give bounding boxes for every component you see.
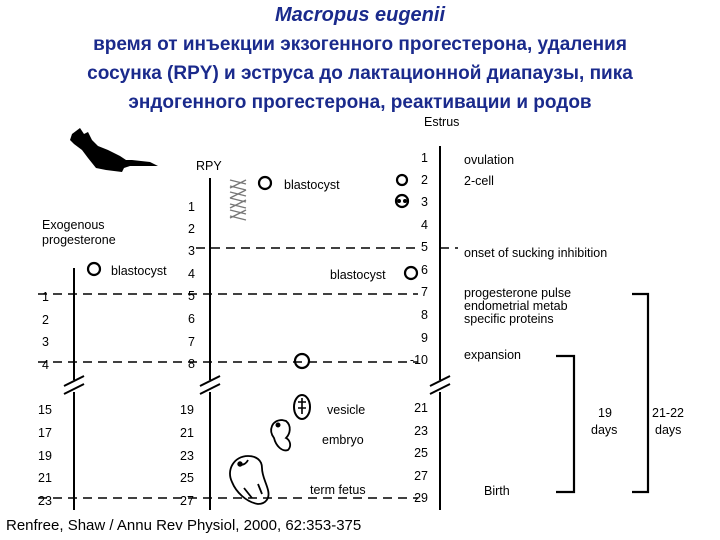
estrus-day: 8 (421, 308, 428, 322)
pulse-label-line-3: specific proteins (464, 312, 554, 326)
estrus-day: 6 (421, 263, 428, 277)
exo-day: 4 (42, 358, 49, 372)
species-title: Macropus eugenii (274, 4, 446, 26)
subtitle-line-2: сосунка (RPY) и эструса до лактационной диапаузы, пика (87, 63, 633, 84)
term-fetus-label: term fetus (310, 483, 366, 497)
blastocyst-icon (88, 263, 100, 275)
estrus-day: 5 (421, 240, 428, 254)
rpy-day: 5 (188, 289, 195, 303)
estrus-day: 7 (421, 285, 428, 299)
estrus-day: 4 (421, 218, 428, 232)
exo-day: 21 (38, 471, 52, 485)
estrus-day: 23 (414, 424, 428, 438)
two-cell-label: 2-cell (464, 174, 494, 188)
duration-19-value: 19 (598, 406, 612, 420)
vesicle-label: vesicle (327, 403, 366, 417)
exo-day: 1 (42, 290, 49, 304)
rpy-day: 23 (180, 449, 194, 463)
estrus-label: Estrus (424, 115, 460, 129)
rpy-day: 2 (188, 222, 195, 236)
estrus-day: 27 (414, 469, 428, 483)
exo-day: 17 (38, 426, 52, 440)
estrus-day: 1 (421, 151, 428, 165)
rpy-day: 19 (180, 403, 194, 417)
rpy-day: 25 (180, 471, 194, 485)
duration-21-22-value: 21-22 (652, 406, 684, 420)
pulse-label-line-1: progesterone pulse (464, 286, 572, 300)
exo-day: 15 (38, 403, 52, 417)
rpy-label: RPY (196, 159, 222, 173)
rpy-day: 1 (188, 200, 195, 214)
rpy-hatch (230, 180, 246, 220)
rpy-day: 8 (188, 357, 195, 371)
birth-label: Birth (484, 484, 510, 498)
embryo-label: embryo (322, 433, 364, 447)
bracket-21-22-days (632, 294, 648, 492)
bracket-19-days (556, 356, 574, 492)
estrus-day: 9 (421, 331, 428, 345)
rpy-day: 21 (180, 426, 194, 440)
blastocyst-icon (259, 177, 271, 189)
exo-day: 3 (42, 335, 49, 349)
estrus-day: 2 (421, 173, 428, 187)
axes (74, 146, 440, 510)
rpy-day: 6 (188, 312, 195, 326)
subtitle-line-3: эндогенного прогестерона, реактивации и родов (128, 92, 592, 113)
rpy-day: 4 (188, 267, 195, 281)
ovulation-label: ovulation (464, 153, 515, 167)
estrus-day: 29 (414, 491, 428, 505)
subtitle-line-1: время от инъекции экзогенного прогестерона, удаления (93, 34, 627, 55)
citation: Renfree, Shaw / Annu Rev Physiol, 2000, 62:353-375 (6, 517, 362, 534)
blastocyst-label: blastocyst (111, 264, 167, 278)
expansion-label: expansion (464, 348, 521, 362)
exo-day: 19 (38, 449, 52, 463)
exo-day: 2 (42, 313, 49, 327)
estrus-day: 21 (414, 401, 428, 415)
rpy-day: 27 (180, 494, 194, 508)
vesicle-icon (294, 395, 310, 419)
estrus-day: 3 (421, 195, 428, 209)
rpy-day: 7 (188, 335, 195, 349)
exogenous-label-line-1: Exogenous (42, 218, 105, 232)
axis-breaks (64, 376, 450, 394)
fetus-icon (230, 456, 269, 504)
rpy-day: 3 (188, 244, 195, 258)
duration-21-22-unit: days (655, 423, 682, 437)
estrus-day: 25 (414, 446, 428, 460)
pulse-label-line-2: endometrial metab (464, 299, 568, 313)
estrus-day: -10 (409, 353, 428, 367)
duration-brackets (556, 294, 648, 492)
sucking-inhibition-label: onset of sucking inhibition (464, 246, 608, 260)
blastocyst-label: blastocyst (330, 268, 386, 282)
embryo-icon (271, 420, 290, 450)
blastocyst-icon (295, 354, 309, 368)
duration-19-unit: days (591, 423, 618, 437)
blastocyst-label: blastocyst (284, 178, 340, 192)
wallaby-icon (70, 128, 158, 172)
exo-day: 23 (38, 494, 52, 508)
exogenous-label-line-2: progesterone (42, 233, 116, 247)
